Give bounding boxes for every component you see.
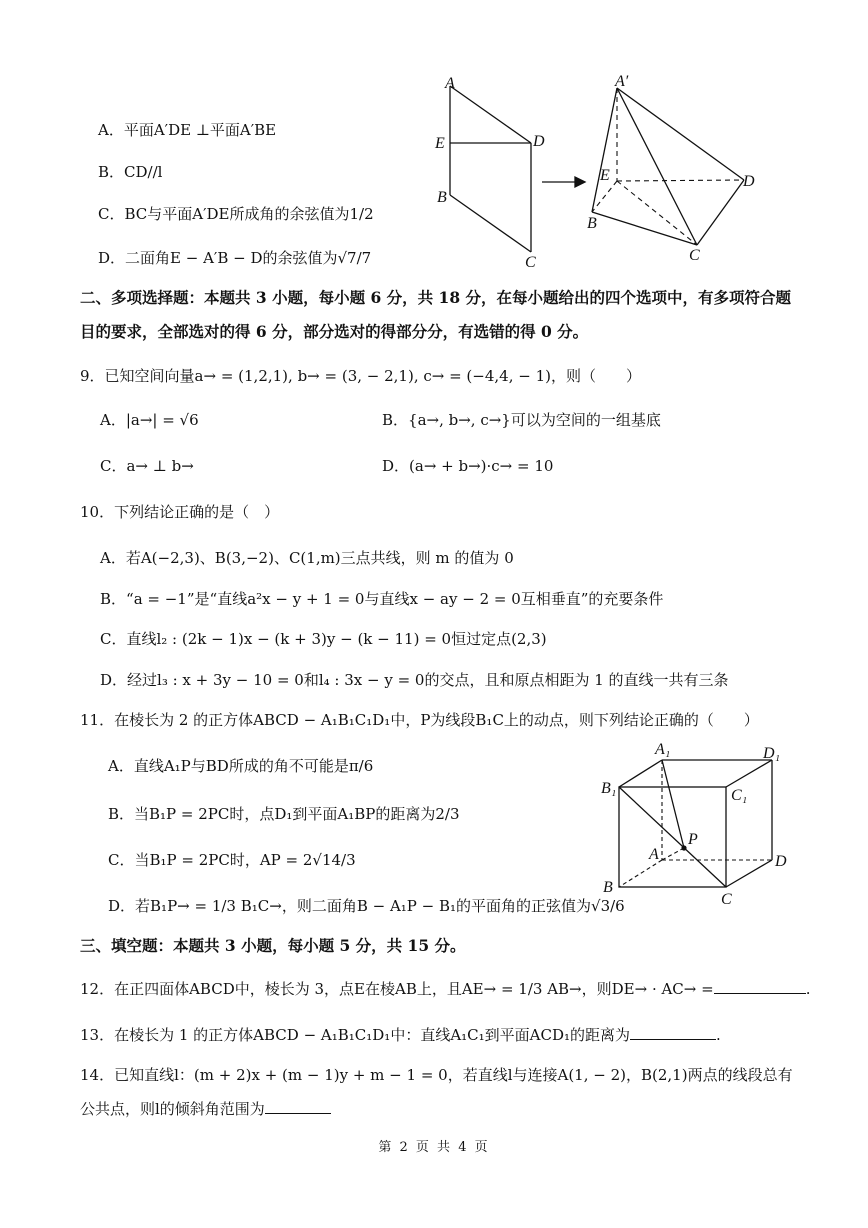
fig1-label-b: B [437, 189, 447, 206]
q9-option-b: B．{a→, b→, c→}可以为空间的一组基底 [382, 411, 661, 429]
fig1-label-d: D [533, 133, 545, 150]
q9-option-d: D．(a→ + b→)·c→ = 10 [382, 457, 554, 475]
section2-heading-line2: 目的要求，全部选对的得 6 分，部分选对的得部分分，有选错的得 0 分。 [80, 322, 589, 341]
q14-line2 [80, 1098, 331, 1119]
q10-stem: 10．下列结论正确的是（ ） [80, 503, 280, 521]
fig1-label-c: C [525, 254, 536, 270]
fig1-label-c-folded: C [689, 247, 700, 264]
fig1-label-a-prime: A′ [615, 73, 629, 90]
cube-label-a1: A₁ [655, 741, 671, 758]
q11-stem: 11．在棱长为 2 的正方体ABCD − A₁B₁C₁D₁中，P为线段B₁C上的动点，则下列结论正确的（ ） [80, 711, 759, 729]
q14-line1: 14．已知直线l：(m + 2)x + (m − 1)y + m − 1 = 0，若直线l与连接A(1, − 2)，B(2,1)两点的线段总有 [80, 1066, 793, 1084]
q10-option-c: C．直线l₂ : (2k − 1)x − (k + 3)y − (k − 11) = 0恒过定点(2,3) [100, 630, 547, 648]
q9-option-c: C．a→ ⊥ b→ [100, 457, 194, 475]
cube-label-b1: B₁ [601, 780, 617, 797]
q10-option-a: A．若A(−2,3)、B(3,−2)、C(1,m)三点共线，则 m 的值为 0 [100, 549, 514, 567]
cube-label-c: C [721, 891, 732, 908]
q8-option-c: C．BC与平面A′DE所成角的余弦值为1/2 [98, 205, 374, 223]
q13-text: 13．在棱长为 1 的正方体ABCD − A₁B₁C₁D₁中：直线A₁C₁到平面ACD₁的距离为 [80, 1026, 631, 1044]
q13-answer-blank[interactable] [630, 1024, 716, 1040]
q11-option-a: A．直线A₁P与BD所成的角不可能是π/6 [108, 757, 374, 775]
cube-label-a: A [649, 846, 659, 863]
q10-option-d: D．经过l₃ : x + 3y − 10 = 0和l₄ : 3x − y = 0的交点，且和原点相距为 1 的直线一共有三条 [100, 671, 729, 689]
cube-label-b: B [603, 879, 613, 896]
cube-label-c1: C₁ [731, 787, 748, 804]
cube-figure [595, 738, 795, 910]
q11-option-c: C．当B₁P = 2PC时，AP = 2√14/3 [108, 851, 356, 869]
q13-line: 13．在棱长为 1 的正方体ABCD − A₁B₁C₁D₁中：直线A₁C₁到平面ACD₁的距离为 . [80, 1026, 721, 1044]
q14-text: 公共点，则l的倾斜角范围为 [80, 1100, 265, 1118]
q9-stem: 9．已知空间向量a→ = (1,2,1), b→ = (3, − 2,1), c→ = (−4,4, − 1)，则（ ） [80, 367, 641, 385]
q10-option-b: B．“a = −1”是“直线a²x − y + 1 = 0与直线x − ay − 2 = 0互相垂直”的充要条件 [100, 590, 664, 608]
q11-option-d: D．若B₁P→ = 1/3 B₁C→，则二面角B − A₁P − B₁的平面角的正弦值为√3/6 [108, 897, 625, 915]
q12-text: 12．在正四面体ABCD中，棱长为 3，点E在棱AB上，且AE→ = 1/3 AB→，则DE→ · AC→ = [80, 980, 714, 998]
q8-option-b: B．CD//l [98, 163, 163, 181]
q9-option-a: A．|a→| = √6 [100, 411, 199, 429]
fig1-label-a: A [445, 75, 455, 92]
q11-option-b: B．当B₁P = 2PC时，点D₁到平面A₁BP的距离为2/3 [108, 805, 460, 823]
fig1-label-e: E [435, 135, 445, 152]
fig1-label-e-folded: E [600, 167, 610, 184]
section3-heading: 三、填空题：本题共 3 小题，每小题 5 分，共 15 分。 [80, 936, 466, 955]
folding-figure [425, 70, 775, 270]
q14-answer-blank[interactable] [265, 1098, 331, 1114]
q8-option-a: A．平面A′DE ⊥平面A′BE [98, 121, 277, 139]
cube-label-d: D [775, 853, 787, 870]
fig1-label-d-folded: D [743, 173, 755, 190]
page-footer: 第 2 页 共 4 页 [378, 1140, 490, 1155]
q12-line: 12．在正四面体ABCD中，棱长为 3，点E在棱AB上，且AE→ = 1/3 AB→，则DE→ · AC→ = . [80, 980, 811, 998]
cube-label-d1: D₁ [763, 745, 781, 762]
q8-option-d: D．二面角E − A′B − D的余弦值为√7/7 [98, 249, 372, 267]
q12-answer-blank[interactable] [714, 978, 806, 994]
cube-label-p: P [688, 831, 698, 848]
section2-heading-line1: 二、多项选择题：本题共 3 小题，每小题 6 分，共 18 分，在每小题给出的四个选项中，有多项符合题 [80, 288, 792, 307]
fig1-label-b-folded: B [587, 215, 597, 232]
